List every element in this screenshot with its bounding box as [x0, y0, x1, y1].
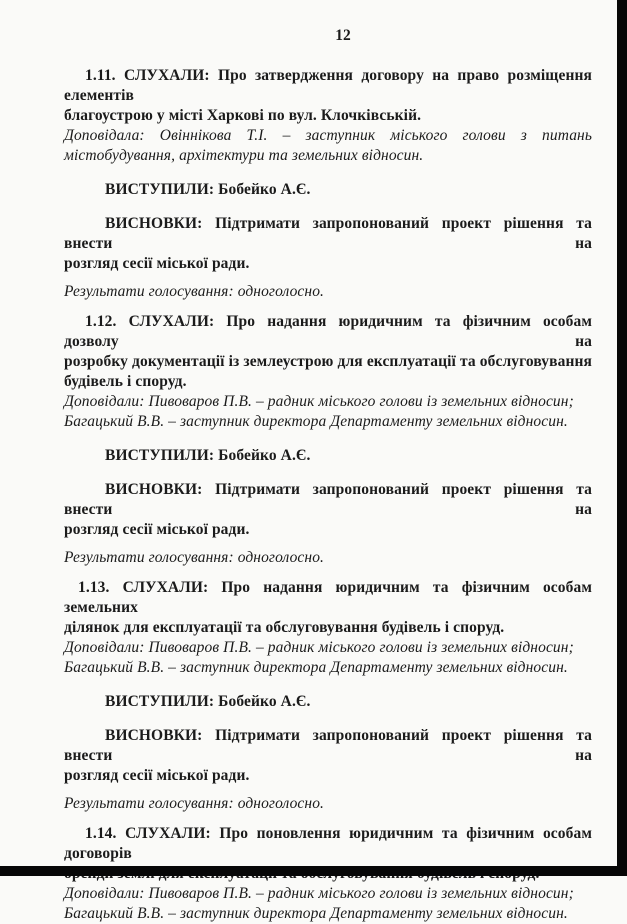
- reporter-line: Доповідали: Пивоваров П.В. – радник міського голови із земельних відносин;: [64, 885, 574, 902]
- conclusions-line: ВИСНОВКИ: Підтримати запропонований проект рішення та внести на: [64, 215, 592, 252]
- vote-result-line: Результати голосування: одноголосно.: [64, 795, 325, 812]
- page-content: [64, 66, 592, 924]
- agenda-item-1-11: [64, 66, 592, 302]
- page-number: 12: [335, 27, 351, 44]
- conclusions-line: ВИСНОВКИ: Підтримати запропонований проект рішення та внести на: [64, 481, 592, 518]
- reporter-line: Багацький В.В. – заступник директора Департаменту земельних відносин.: [64, 413, 568, 430]
- agenda-heading-line: 1.13. СЛУХАЛИ: Про надання юридичним та фізичним особам земельних: [64, 579, 592, 616]
- conclusions-line: розгляд сесії міської ради.: [64, 521, 250, 538]
- speakers-line: ВИСТУПИЛИ: Бобейко А.Є.: [105, 447, 311, 464]
- reporter-line: Багацький В.В. – заступник директора Департаменту земельних відносин.: [64, 905, 568, 922]
- agenda-heading-line: будівель і споруд.: [64, 373, 187, 390]
- scan-edge-right: [617, 0, 627, 876]
- conclusions-line: розгляд сесії міської ради.: [64, 255, 250, 272]
- agenda-heading-line: 1.12. СЛУХАЛИ: Про надання юридичним та фізичним особам дозволу на: [64, 313, 592, 350]
- conclusions-line: розгляд сесії міської ради.: [64, 767, 250, 784]
- speakers-line: ВИСТУПИЛИ: Бобейко А.Є.: [105, 693, 311, 710]
- speakers-line: ВИСТУПИЛИ: Бобейко А.Є.: [105, 181, 311, 198]
- agenda-heading-line: благоустрою у місті Харкові по вул. Клочківській.: [64, 107, 422, 124]
- vote-result-line: Результати голосування: одноголосно.: [64, 283, 325, 300]
- agenda-heading-line: 1.11. СЛУХАЛИ: Про затвердження договору на право розміщення елементів: [64, 67, 592, 104]
- reporter-line: Доповідали: Пивоваров П.В. – радник міського голови із земельних відносин;: [64, 393, 574, 410]
- scan-edge-bottom: [0, 866, 627, 876]
- reporter-line: Багацький В.В. – заступник директора Департаменту земельних відносин.: [64, 659, 568, 676]
- agenda-heading-line: ділянок для експлуатації та обслуговування будівель і споруд.: [64, 619, 505, 636]
- agenda-heading-line: 1.14. СЛУХАЛИ: Про поновлення юридичним та фізичним особам договорів: [64, 825, 592, 862]
- agenda-heading-line: розробку документації із землеустрою для експлуатації та обслуговування: [64, 353, 592, 370]
- conclusions-line: ВИСНОВКИ: Підтримати запропонований проект рішення та внести на: [64, 727, 592, 764]
- reporter-line: містобудування, архітектури та земельних відносин.: [64, 147, 424, 164]
- vote-result-line: Результати голосування: одноголосно.: [64, 549, 325, 566]
- reporter-line: Доповідала: Овіннікова Т.І. – заступник міського голови з питань: [64, 127, 592, 144]
- reporter-line: Доповідали: Пивоваров П.В. – радник міського голови із земельних відносин;: [64, 639, 574, 656]
- agenda-item-1-13: [64, 578, 592, 814]
- agenda-item-1-12: [64, 312, 592, 568]
